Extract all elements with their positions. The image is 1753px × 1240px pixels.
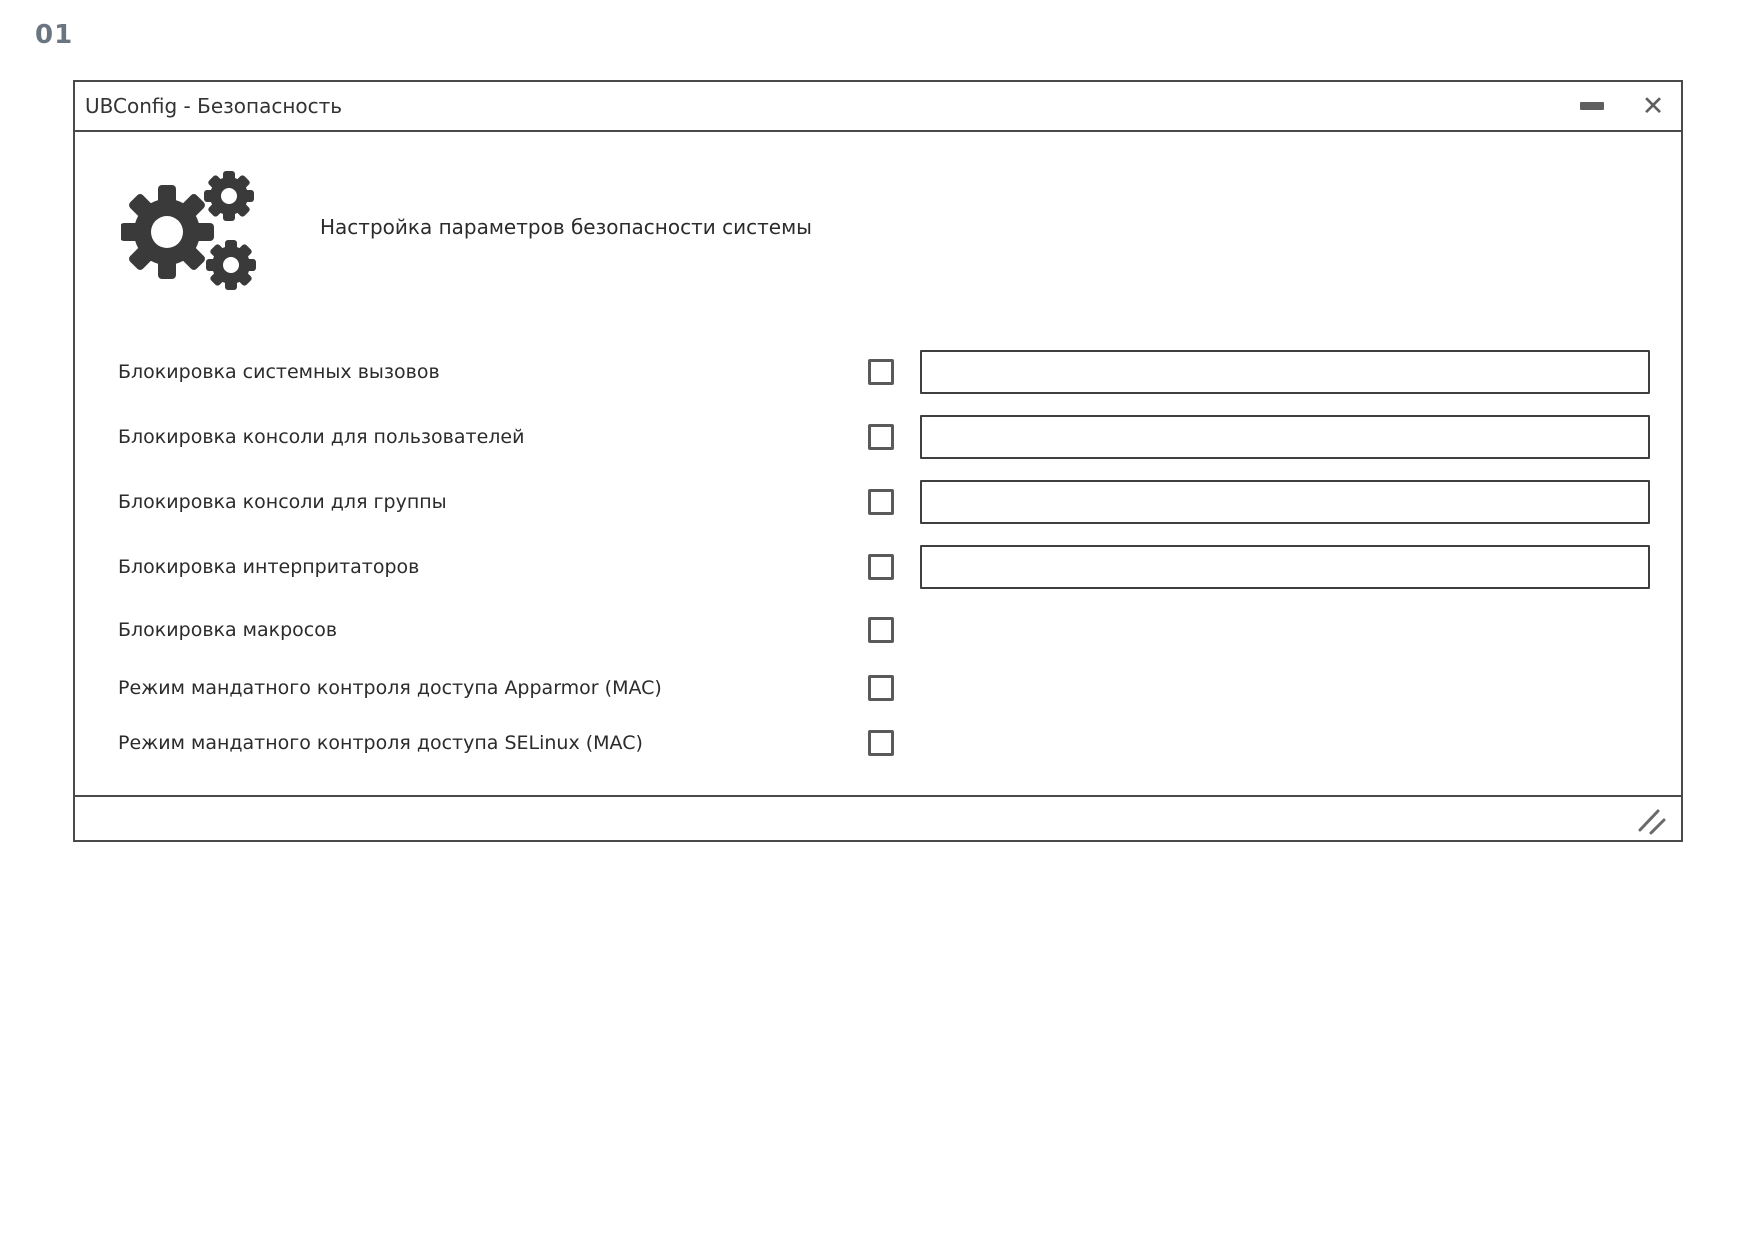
close-icon: ✕	[1641, 90, 1665, 122]
text-input[interactable]	[920, 415, 1650, 459]
checkbox[interactable]	[868, 617, 894, 643]
settings-row-syscall-block	[75, 350, 1681, 394]
minimize-button[interactable]	[1579, 93, 1605, 119]
page-label: 01	[35, 20, 74, 50]
setting-label: Блокировка макросов	[118, 619, 338, 641]
setting-label: Блокировка консоли для группы	[118, 491, 447, 513]
setting-label: Режим мандатного контроля доступа SELinux (MAC)	[118, 732, 643, 754]
setting-label: Блокировка интерпритаторов	[118, 556, 420, 578]
header-text: Настройка параметров безопасности системы	[320, 215, 812, 239]
setting-label: Блокировка консоли для пользователей	[118, 426, 525, 448]
checkbox[interactable]	[868, 489, 894, 515]
text-input[interactable]	[920, 350, 1650, 394]
setting-label: Режим мандатного контроля доступа Apparmor (MAC)	[118, 677, 662, 699]
settings-row-console-group-block	[75, 480, 1681, 524]
checkbox[interactable]	[868, 424, 894, 450]
resize-grip-icon[interactable]	[1637, 807, 1667, 835]
settings-row-macros-block	[75, 608, 1681, 652]
ubconfig-window	[73, 80, 1683, 842]
settings-row-console-users-block	[75, 415, 1681, 459]
gears-icon	[121, 168, 261, 293]
close-button[interactable]	[1639, 92, 1667, 120]
checkbox[interactable]	[868, 359, 894, 385]
window-title: UBConfig - Безопасность	[85, 94, 343, 118]
titlebar[interactable]	[75, 82, 1681, 132]
settings-row-selinux-mac	[75, 721, 1681, 765]
settings-row-interpreters-block	[75, 545, 1681, 589]
statusbar	[75, 795, 1681, 840]
setting-label: Блокировка системных вызовов	[118, 361, 440, 383]
settings-row-apparmor-mac	[75, 666, 1681, 710]
text-input[interactable]	[920, 480, 1650, 524]
text-input[interactable]	[920, 545, 1650, 589]
minimize-icon	[1580, 102, 1604, 110]
checkbox[interactable]	[868, 730, 894, 756]
checkbox[interactable]	[868, 554, 894, 580]
checkbox[interactable]	[868, 675, 894, 701]
